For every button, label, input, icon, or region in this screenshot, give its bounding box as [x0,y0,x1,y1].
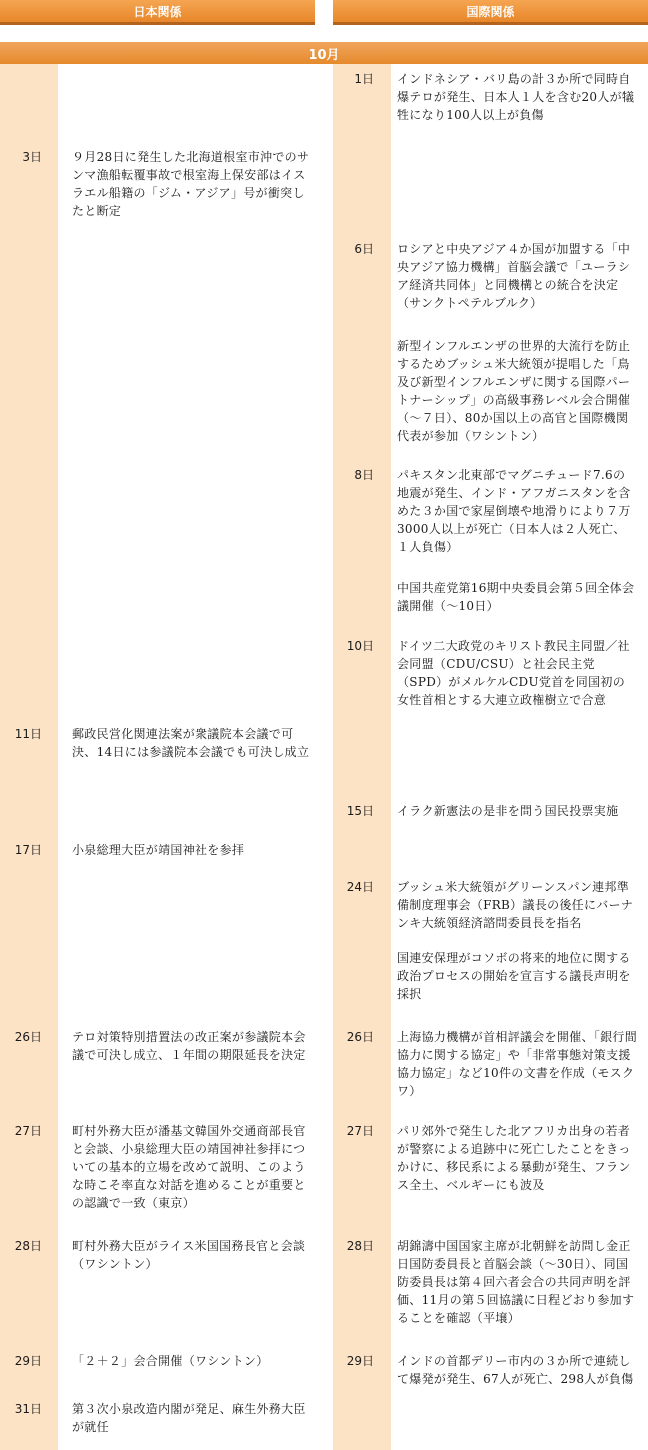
japan-event-text: 町村外務大臣がライス米国国務長官と会談（ワシントン） [72,1239,306,1271]
international-event-text: 中国共産党第16期中央委員会第５回全体会議開催（～10日） [397,581,635,613]
international-event-date: 15日 [346,804,374,818]
international-event-text: パリ郊外で発生した北アフリカ出身の若者が警察による追跡中に死亡したことをきっかけに、移民系による暴動が発生、フランス全土、ベルギーにも波及 [397,1124,631,1192]
japan-event-text: 「２＋２」会合開催（ワシントン） [72,1354,269,1368]
international-column-header: 国際関係 [333,0,648,25]
japan-event-date: 11日 [14,727,42,741]
international-event-text: ブッシュ米大統領がグリーンスパン連邦準備制度理事会（FRB）議長の後任にバーナンキ大統領経済諮問委員長を指名 [397,880,634,930]
japan-event-date: 27日 [14,1124,42,1138]
japan-event-text: テロ対策特別措置法の改正案が参議院本会議で可決し成立、１年間の期限延長を決定 [72,1030,306,1062]
japan-event-text: 町村外務大臣が潘基文韓国外交通商部長官と会談、小泉総理大臣の靖国神社参拝についての基本的立場を改めて説明、このような時こそ率直な対話を進めることが重要との認識で一致（東京） [72,1124,306,1210]
international-event-text: 新型インフルエンザの世界的大流行を防止するためブッシュ米大統領が提唱した「鳥及び新型インフルエンザに関する国際パートナーシップ」の高級事務レベル会合開催（～７日）、80か国以上の高官と国際機関代表が参加（ワシントン） [397,339,631,443]
international-event-date: 6日 [354,242,374,256]
japan-event-text: 小泉総理大臣が靖国神社を参拝 [72,843,245,857]
japan-event-date: 29日 [14,1354,42,1368]
international-event-date: 29日 [346,1354,374,1368]
international-event-date: 24日 [346,880,374,894]
international-event-text: インドネシア・バリ島の計３か所で同時自爆テロが発生、日本人１人を含む20人が犠牲になり100人以上が負傷 [397,72,635,122]
international-event-text: 胡錦濤中国国家主席が北朝鮮を訪問し金正日国防委員長と首脳会談（～30日）、同国防委員長は第４回六者会合の共同声明を評価、11月の第５回協議に日程どおり参加することを確認（平壌） [397,1239,635,1325]
international-event-date: 28日 [346,1239,374,1253]
international-event-text: インドの首都デリー市内の３か所で連続して爆発が発生、67人が死亡、298人が負傷 [397,1354,634,1386]
international-event-text: 国連安保理がコソボの将来的地位に関する政治プロセスの開始を宣言する議長声明を採択 [397,951,631,1001]
japan-event-date: 3日 [22,150,42,164]
international-event-text: ドイツ二大政党のキリスト教民主同盟／社会同盟（CDU/CSU）と社会民主党（SPD）がメルケルCDU党首を同国初の女性首相とする大連立政権樹立で合意 [397,639,630,707]
international-event-date: 8日 [354,468,374,482]
japan-column-header: 日本関係 [0,0,315,25]
japan-event-text: ９月28日に発生した北海道根室市沖でのサンマ漁船転覆事故で根室海上保安部はイスラエル船籍の「ジム・アジア」号が衝突したと断定 [72,150,310,218]
international-event-text: パキスタン北東部でマグニチュード7.6の地震が発生、インド・アフガニスタンを含めた３か国で家屋倒壊や地滑りにより７万3000人以上が死亡（日本人は２人死亡、１人負傷） [397,468,631,554]
international-event-text: イラク新憲法の是非を問う国民投票実施 [397,804,619,818]
japan-event-text: 第３次小泉改造内閣が発足、麻生外務大臣が就任 [72,1402,306,1434]
international-event-date: 26日 [346,1030,374,1044]
international-event-text: 上海協力機構が首相評議会を開催、「銀行間協力に関する協定」や「非常事態対策支援協力協定」など10件の文書を作成（モスクワ） [397,1030,638,1098]
month-banner: 10月 [0,42,648,64]
international-event-text: ロシアと中央アジア４か国が加盟する「中央アジア協力機構」首脳会議で「ユーラシア経済共同体」と同機構との統合を決定（サンクトペテルブルク） [397,242,631,310]
international-event-date: 27日 [346,1124,374,1138]
japan-event-date: 28日 [14,1239,42,1253]
international-event-date: 1日 [354,72,374,86]
international-event-date: 10日 [346,639,374,653]
japan-event-date: 26日 [14,1030,42,1044]
japan-event-date: 17日 [14,843,42,857]
japan-event-text: 郵政民営化関連法案が衆議院本会議で可決、14日には参議院本会議でも可決し成立 [72,727,310,759]
japan-event-date: 31日 [14,1402,42,1416]
